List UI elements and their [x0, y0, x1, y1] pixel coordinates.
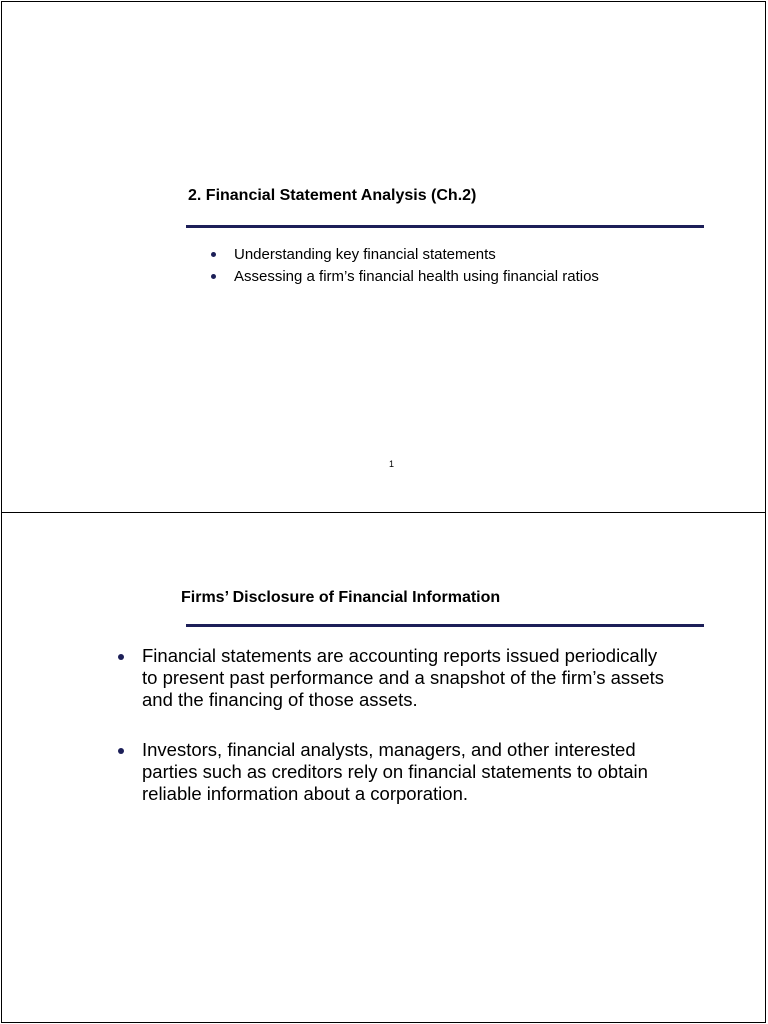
slide-2-title-rule: [186, 624, 704, 627]
slide-2-title: Firms’ Disclosure of Financial Information: [181, 589, 501, 606]
list-item: [115, 645, 675, 711]
list-item: [209, 266, 679, 288]
bullet-icon: [211, 274, 216, 279]
slide-1-page-number: 1: [389, 459, 395, 469]
list-item: [209, 244, 679, 266]
bullet-text: Financial statements are accounting reports issued periodically to present past performance and a snapshot of the firm’s assets and the financing of those assets.: [142, 645, 665, 710]
slide-2-bullet-list: [115, 645, 675, 805]
bullet-icon: [211, 252, 216, 257]
slide-1-bullet-list: [209, 244, 679, 288]
slide-1-title: 2. Financial Statement Analysis (Ch.2): [188, 187, 477, 204]
bullet-text: Assessing a firm’s financial health using financial ratios: [234, 268, 599, 285]
bullet-icon: [118, 654, 124, 660]
list-item: [115, 739, 675, 805]
bullet-text: Investors, financial analysts, managers, and other interested parties such as creditors rely on financial statements to obtain reliable information about a corporation.: [142, 739, 648, 804]
bullet-icon: [118, 748, 124, 754]
slide-1-title-rule: [186, 225, 704, 228]
bullet-text: Understanding key financial statements: [234, 246, 496, 263]
